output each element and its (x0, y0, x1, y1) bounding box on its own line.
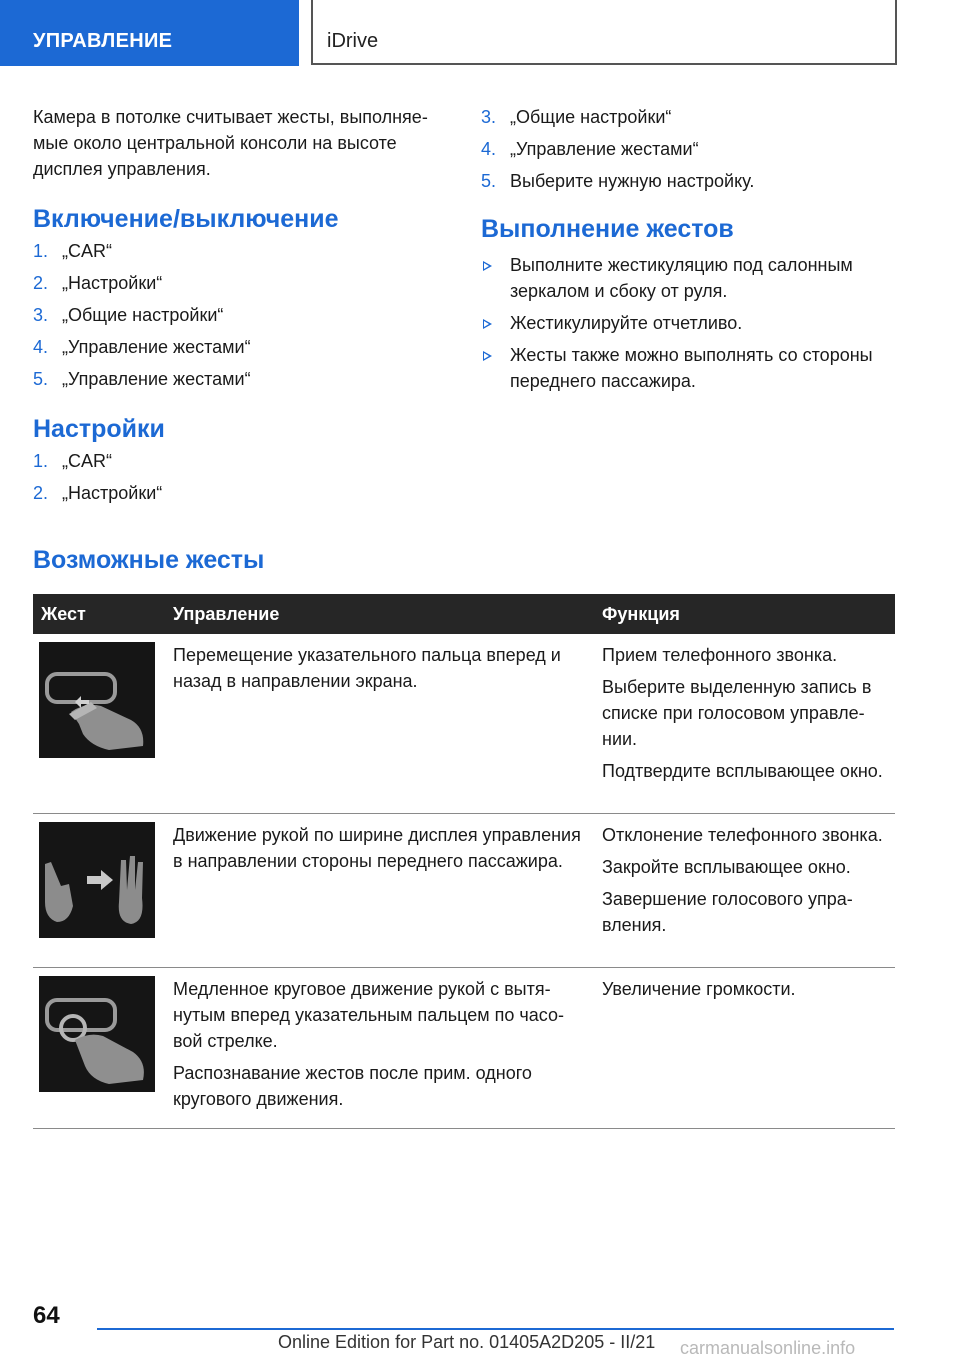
gesture-control-text: Распознавание жестов после прим. одного кругового движения. (173, 1062, 532, 1109)
topic-title: iDrive (327, 30, 379, 52)
step-item: 1. „CAR“ (33, 451, 112, 471)
table-header-row (33, 594, 895, 634)
page-number: 64 (33, 1302, 60, 1329)
gesture-function-text: Отклонение телефонного звонка. (602, 824, 883, 845)
step-item: 4. „Управление жестами“ (481, 139, 699, 159)
gesture-function-text: Прием телефонного звонка. (602, 645, 838, 665)
step-item: 4. „Управление жестами“ (33, 337, 251, 357)
column-header: Жест (33, 594, 165, 634)
step-item: 1. „CAR“ (33, 241, 112, 261)
gesture-function-text: Закройте всплывающее окно. (602, 856, 851, 877)
footer-divider (97, 1328, 894, 1330)
gesture-function-text: Подтвердите всплывающее окно. (602, 761, 883, 781)
circular-finger-gesture-icon (39, 976, 155, 1092)
gesture-control-text: Медленное круговое движение рукой с вытянутым вперед указательным пальцем по часовой стрелке. (173, 978, 564, 1051)
table-row (33, 813, 895, 967)
gesture-function-text: Увеличение громкости. (602, 978, 796, 999)
triangle-bullet-icon (483, 261, 492, 271)
gesture-function-text: Выберите выделенную запись в списке при голосовом управлении. (602, 677, 872, 749)
performing-bullets (481, 252, 901, 394)
left-column (33, 104, 445, 512)
bullet-item: Жесты также можно выполнять со стороны переднего пассажира. (481, 342, 901, 394)
column-header: Функция (594, 594, 895, 634)
topic-tab (311, 0, 897, 65)
on-off-heading: Включение/выключение (33, 205, 339, 233)
performing-heading: Выполнение жестов (481, 215, 734, 243)
settings-heading: Настройки (33, 415, 165, 443)
step-item: 2. „Настройки“ (33, 273, 163, 293)
on-off-steps (33, 238, 445, 392)
finger-forward-back-gesture-icon (39, 642, 155, 758)
gestures-table (33, 594, 895, 1129)
footer-watermark: carmanualsonline.info (680, 1338, 856, 1358)
table-row (33, 634, 895, 813)
step-item: 5. Выберите нужную настройку. (481, 171, 755, 191)
step-item: 5. „Управление жестами“ (33, 369, 251, 389)
right-column (481, 104, 901, 400)
section-tab (0, 0, 299, 66)
gesture-control-text: Движение рукой по ширине дисплея управления в направлении стороны переднего пассажира. (173, 824, 581, 871)
settings-steps-part1 (33, 448, 445, 506)
settings-steps-part2 (481, 104, 901, 194)
step-item: 3. „Общие настройки“ (33, 305, 224, 325)
step-item: 2. „Настройки“ (33, 483, 163, 503)
step-item: 3. „Общие настройки“ (481, 107, 672, 127)
triangle-bullet-icon (483, 319, 492, 329)
column-header: Управление (165, 594, 594, 634)
gesture-function-text: Завершение голосового управления. (602, 888, 853, 935)
section-title: УПРАВЛЕНИЕ (33, 30, 173, 52)
triangle-bullet-icon (483, 351, 492, 361)
table-row (33, 967, 895, 1128)
bullet-item: Выполните жестикуляцию под салонным зеркалом и сбоку от руля. (481, 252, 901, 304)
bullet-item: Жестикулируйте отчетливо. (481, 310, 901, 336)
hand-swipe-gesture-icon (39, 822, 155, 938)
gesture-control-text: Перемещение указательного пальца вперед и назад в направлении экрана. (173, 645, 561, 691)
gestures-heading: Возможные жесты (33, 546, 265, 574)
footer-edition: Online Edition for Part no. 01405A2D205 - II/21 (278, 1332, 656, 1352)
intro-paragraph: Камера в потолке считывает жесты, выполняемые около центральной консоли на высоте дисплея управления. (33, 107, 428, 179)
